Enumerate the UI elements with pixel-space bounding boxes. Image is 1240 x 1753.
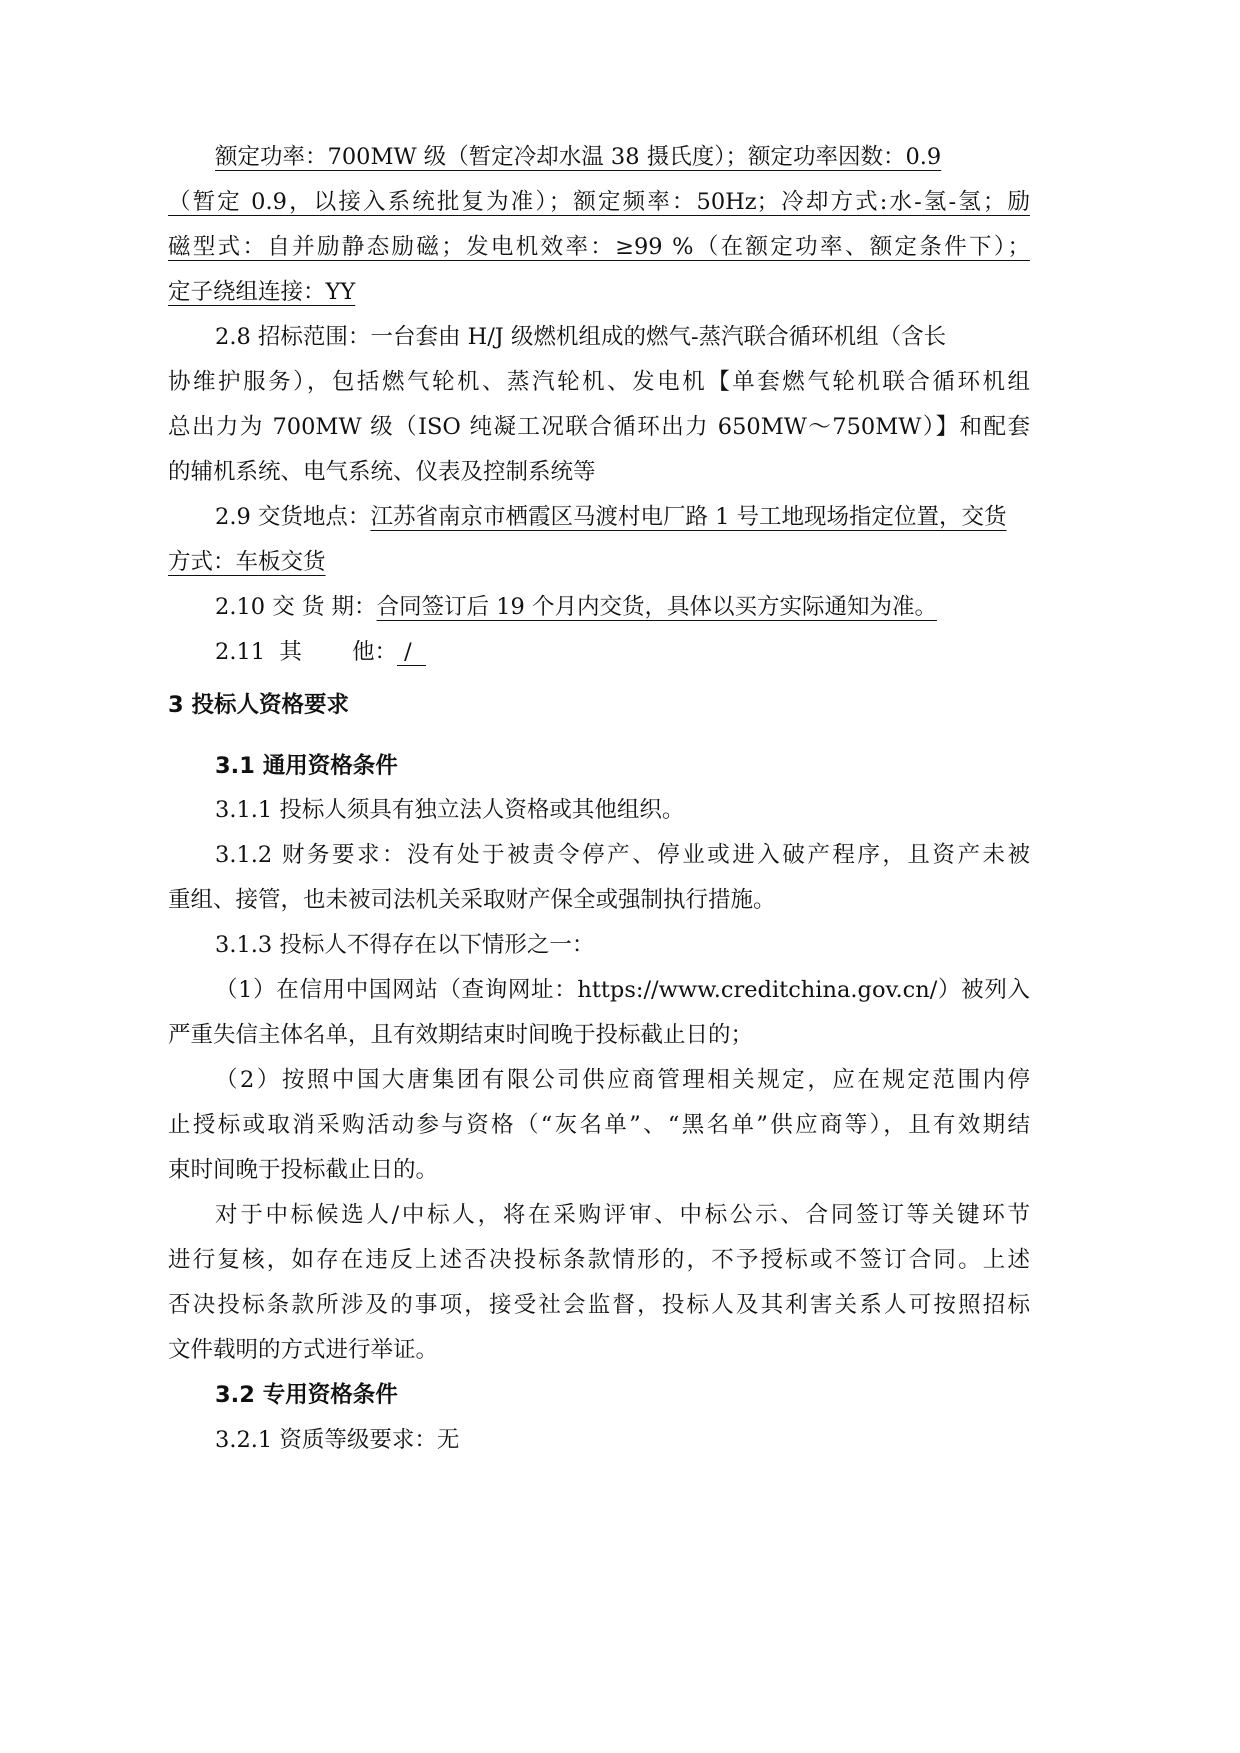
bid-scope-label: 2.8 招标范围： bbox=[215, 324, 371, 350]
section-3-title: 3 投标人资格要求 bbox=[168, 692, 349, 718]
delivery-location-label: 2.9 交货地点： bbox=[215, 504, 371, 530]
clause-item-2-line-1: （2）按照中国大唐集团有限公司供应商管理相关规定，应在规定范围内停 bbox=[215, 1067, 1030, 1093]
review-para-line-4: 文件载明的方式进行举证。 bbox=[168, 1337, 439, 1363]
clause-3-1-3: 3.1.3 投标人不得存在以下情形之一： bbox=[215, 932, 595, 958]
review-para-line-2: 进行复核，如存在违反上述否决投标条款情形的，不予授标或不签订合同。上述 bbox=[168, 1247, 1030, 1273]
clause-item-1-line-2: 严重失信主体名单，且有效期结束时间晚于投标截止日的； bbox=[168, 1022, 754, 1048]
generator-params-line-4: 定子绕组连接：YY bbox=[168, 279, 356, 305]
other-value: / bbox=[396, 639, 427, 665]
delivery-period-label: 2.10 交 货 期： bbox=[215, 594, 377, 620]
bid-scope-text-1: 一台套由 H/J 级燃机组成的燃气-蒸汽联合循环机组（含长 bbox=[370, 324, 947, 350]
review-para-line-1: 对于中标候选人/中标人，将在采购评审、中标公示、合同签订等关键环节 bbox=[215, 1202, 1030, 1228]
section-3-1-title: 3.1 通用资格条件 bbox=[215, 753, 398, 779]
delivery-period-line bbox=[215, 592, 937, 622]
bid-scope-line-3: 总出力为 700MW 级（ISO 纯凝工况联合循环出力 650MW～750MW）】和配套 bbox=[168, 414, 1030, 440]
clause-item-1-line-1: （1）在信用中国网站（查询网址：https://www.creditchina.gov.cn/）被列入 bbox=[215, 977, 1030, 1003]
generator-params-line-3: 磁型式：自并励静态励磁；发电机效率：≥99 %（在额定功率、额定条件下）； bbox=[168, 234, 1030, 260]
other-label: 2.11 其 他： bbox=[215, 639, 397, 665]
other-line bbox=[215, 637, 426, 667]
clause-item-2-line-3: 束时间晚于投标截止日的。 bbox=[168, 1157, 439, 1183]
section-3-2-title: 3.2 专用资格条件 bbox=[215, 1382, 398, 1408]
review-para-line-3: 否决投标条款所涉及的事项，接受社会监督，投标人及其利害关系人可按照招标 bbox=[168, 1292, 1030, 1318]
delivery-location-line-1 bbox=[215, 502, 1007, 532]
generator-params-line-1: 额定功率：700MW 级（暂定冷却水温 38 摄氏度）；额定功率因数：0.9 bbox=[215, 144, 942, 170]
clause-3-1-1: 3.1.1 投标人须具有独立法人资格或其他组织。 bbox=[215, 797, 685, 823]
bid-scope-line-1 bbox=[215, 322, 946, 352]
delivery-period-value: 合同签订后 19 个月内交货，具体以买方实际通知为准。 bbox=[376, 594, 937, 620]
delivery-location-value-1: 江苏省南京市栖霞区马渡村电厂路 1 号工地现场指定位置，交货 bbox=[370, 504, 1007, 530]
clause-3-2-1: 3.2.1 资质等级要求：无 bbox=[215, 1427, 460, 1453]
clause-item-2-line-2: 止授标或取消采购活动参与资格（“灰名单”、“黑名单”供应商等），且有效期结 bbox=[168, 1112, 1030, 1138]
delivery-location-line-2: 方式：车板交货 bbox=[168, 549, 326, 575]
clause-3-1-2-line-1: 3.1.2 财务要求：没有处于被责令停产、停业或进入破产程序，且资产未被 bbox=[215, 842, 1030, 868]
bid-scope-line-4: 的辅机系统、电气系统、仪表及控制系统等 bbox=[168, 459, 596, 485]
bid-scope-line-2: 协维护服务），包括燃气轮机、蒸汽轮机、发电机【单套燃气轮机联合循环机组 bbox=[168, 369, 1030, 395]
clause-3-1-2-line-2: 重组、接管，也未被司法机关采取财产保全或强制执行措施。 bbox=[168, 887, 776, 913]
generator-params-line-2: （暂定 0.9，以接入系统批复为准）；额定频率：50Hz；冷却方式:水-氢-氢；励 bbox=[168, 189, 1030, 215]
